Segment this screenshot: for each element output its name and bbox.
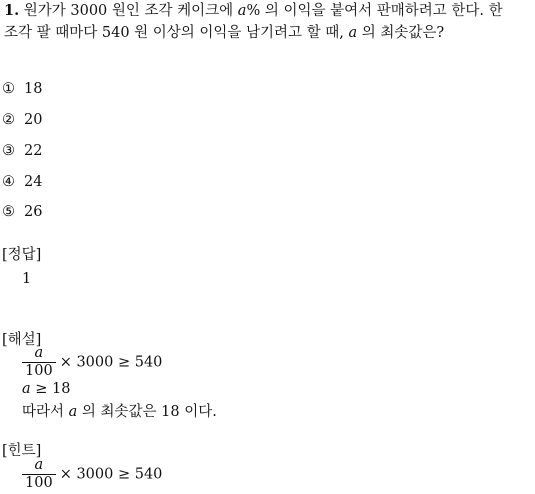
question-text-2b: 의 최솟값은? [357, 25, 445, 41]
variable-a: a [348, 25, 358, 41]
choice-mark: ④ [2, 174, 15, 190]
choice-value: 24 [24, 174, 43, 190]
variable-a: a [237, 3, 247, 19]
explanation-conclusion [22, 403, 217, 421]
explanation-equation-1 [22, 346, 162, 379]
question-number: 1. [4, 2, 20, 19]
equation-rest: × 3000 ≥ 540 [59, 466, 163, 483]
choice-2[interactable] [2, 111, 42, 129]
question-text-1b: % 의 이익을 붙여서 판매하려고 한다. 한 [246, 3, 503, 19]
fraction-denominator: 100 [22, 474, 56, 491]
variable-a: a [68, 404, 78, 420]
explanation-equation-2 [22, 380, 70, 398]
conclusion-pre: 따라서 [22, 404, 69, 420]
choice-mark: ② [2, 112, 15, 128]
answer-value: 1 [22, 271, 32, 287]
question-text-1a: 원가가 3000 원인 조각 케이크에 [23, 3, 238, 19]
choice-value: 22 [24, 143, 43, 159]
fraction-numerator: a [34, 345, 44, 361]
equation-rest: × 3000 ≥ 540 [59, 354, 163, 371]
hint-equation [22, 458, 162, 491]
choice-1[interactable] [2, 80, 42, 98]
choice-value: 20 [24, 112, 43, 128]
hint-label: [힌트] [2, 443, 42, 459]
question-text-2a: 조각 팔 때마다 540 원 이상의 이익을 남기려고 할 때, [4, 25, 349, 41]
choice-5[interactable] [2, 203, 42, 221]
choice-value: 26 [24, 204, 43, 220]
choice-4[interactable] [2, 173, 42, 191]
equation-rest: ≥ 18 [30, 381, 71, 397]
fraction [22, 458, 56, 491]
choice-mark: ③ [2, 143, 15, 159]
variable-a: a [22, 381, 31, 397]
conclusion-post: 의 최솟값은 18 이다. [77, 404, 217, 420]
fraction [22, 346, 56, 379]
answer-label: [정답] [2, 247, 42, 263]
choice-mark: ⑤ [2, 204, 15, 220]
choice-mark: ① [2, 81, 15, 97]
choice-value: 18 [24, 81, 43, 97]
question-line-2 [4, 24, 444, 42]
choice-3[interactable] [2, 142, 42, 160]
fraction-numerator: a [34, 457, 44, 473]
question-line-1 [4, 2, 503, 20]
fraction-denominator: 100 [22, 362, 56, 379]
explanation-label: [해설] [2, 332, 42, 348]
